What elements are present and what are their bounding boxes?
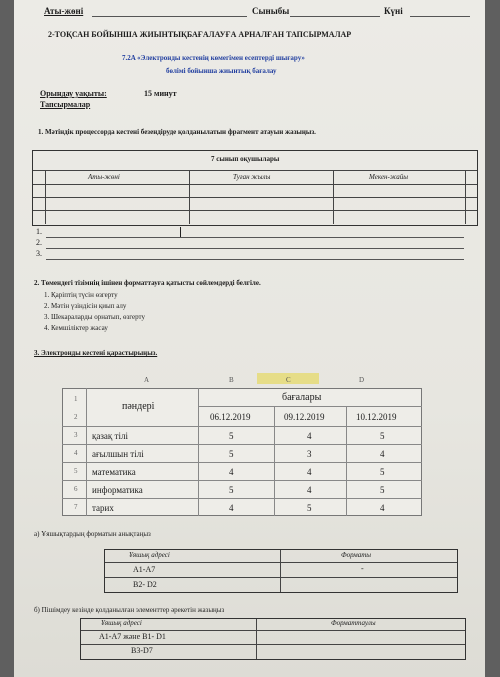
subtitle-line-1: 7.2A «Электронды кестенің көмегімен есептерді шығару» [122, 54, 305, 62]
cell-d4: 4 [380, 449, 385, 459]
cell-c7: 5 [307, 503, 312, 513]
day-label: Күні [384, 6, 403, 16]
part-b-header-formatting: Форматтаулы [331, 619, 376, 627]
cell-b3: 5 [229, 431, 234, 441]
date-b2: 06.12.2019 [210, 412, 251, 422]
date-c2: 09.12.2019 [284, 412, 325, 422]
question-1-text: 1. Мәтіндік процессорда кестені безендіруде қолданылатын фрагмент атауын жазыңыз. [38, 128, 316, 136]
cell-b6: 5 [229, 485, 234, 495]
q1-answer-1-label: 1. [36, 227, 42, 236]
q1-col-name: Аты-жөні [88, 173, 120, 181]
q1-answer-2-label: 2. [36, 238, 42, 247]
subject-row-4: ағылшын тілі [92, 449, 144, 459]
page-title: 2-ТОҚСАН БОЙЫНША ЖИЫНТЫҚБАҒАЛАУҒА АРНАЛҒАН ТАПСЫРМАЛАР [48, 30, 352, 39]
part-b-row-1: А1-А7 және В1- D1 [99, 632, 166, 641]
cell-b4: 5 [229, 449, 234, 459]
part-a-header-address: Ұяшық адресі [129, 551, 170, 559]
cell-b5: 4 [229, 467, 234, 477]
part-b-row-2: В3-D7 [131, 646, 153, 655]
q1-col-birth-year: Туған жылы [233, 173, 271, 181]
subject-row-7: тарих [92, 503, 114, 513]
grades-header: бағалары [282, 392, 322, 403]
part-b-text: б) Пішімдеу кезінде қолданылған элементтер әрекетін жазыңыз [34, 606, 225, 614]
column-letter-b: B [229, 376, 234, 384]
row-number-7: 7 [74, 503, 78, 511]
q2-option-4[interactable]: 4. Кемшіліктер жасау [44, 324, 108, 332]
q1-answer-3-label: 3. [36, 249, 42, 258]
part-a-text: а) Ұяшықтардың форматын анықтаңыз [34, 530, 151, 538]
q1-answer-1-line[interactable] [46, 237, 464, 238]
row-number-1: 1 [74, 395, 78, 403]
q1-answer-2-line[interactable] [46, 248, 464, 249]
row-number-3: 3 [74, 431, 78, 439]
date-d2: 10.12.2019 [356, 412, 397, 422]
cell-c3: 4 [307, 431, 312, 441]
cell-b7: 4 [229, 503, 234, 513]
cell-c6: 4 [307, 485, 312, 495]
day-blank[interactable] [410, 16, 470, 17]
cell-d6: 5 [380, 485, 385, 495]
class-label: Сыныбы [252, 6, 290, 16]
part-b-header-address: Ұяшық адресі [101, 619, 142, 627]
row-number-5: 5 [74, 467, 78, 475]
worksheet-page [14, 0, 485, 677]
part-a-header-format: Форматы [341, 551, 372, 559]
column-letter-a: A [144, 376, 150, 384]
column-letter-d: D [359, 376, 365, 384]
subject-row-3: қазақ тілі [92, 431, 128, 441]
subjects-header: пәндері [122, 401, 155, 412]
q2-option-3[interactable]: 3. Шекараларды орнатып, өзгерту [44, 313, 145, 321]
column-letter-c: C [286, 376, 291, 384]
part-a-row-2: В2- D2 [133, 580, 157, 589]
cell-c5: 4 [307, 467, 312, 477]
part-a-row-1-mark: - [361, 564, 364, 573]
q2-option-2[interactable]: 2. Мәтін үзіндісін қиып алу [44, 302, 127, 310]
q2-option-1[interactable]: 1. Қаріптің түсін өзгерту [44, 291, 118, 299]
row-number-6: 6 [74, 485, 78, 493]
tasks-label: Тапсырмалар [40, 100, 91, 109]
part-b-table [80, 618, 466, 660]
q1-answer-3-line[interactable] [46, 259, 464, 260]
cell-d7: 4 [380, 503, 385, 513]
cell-d5: 5 [380, 467, 385, 477]
question-3-text: 3. Электронды кестені қарастырыңыз. [34, 349, 158, 357]
q1-col-address: Мекен-жайы [369, 173, 409, 181]
subtitle-line-2: бөлімі бойынша жиынтық бағалау [166, 67, 277, 75]
cell-d3: 5 [380, 431, 385, 441]
class-blank[interactable] [290, 16, 380, 17]
row-number-4: 4 [74, 449, 78, 457]
question-2-text: 2. Төмендегі тізімнің ішінен форматтауға қатысты сөйлемдерді белгіле. [34, 279, 261, 287]
q1-table-title: 7 сынып оқушылары [211, 155, 280, 163]
time-label: Орындау уақыты: [40, 89, 107, 98]
row-number-2: 2 [74, 413, 78, 421]
name-blank[interactable] [92, 16, 247, 17]
cell-c4: 3 [307, 449, 312, 459]
time-value: 15 минут [144, 89, 177, 98]
subject-row-6: информатика [92, 485, 143, 495]
subject-row-5: математика [92, 467, 136, 477]
part-a-row-1: А1-А7 [133, 565, 156, 574]
part-a-table [104, 549, 458, 593]
q1-table [32, 150, 478, 226]
name-label: Аты-жөні [44, 6, 84, 16]
